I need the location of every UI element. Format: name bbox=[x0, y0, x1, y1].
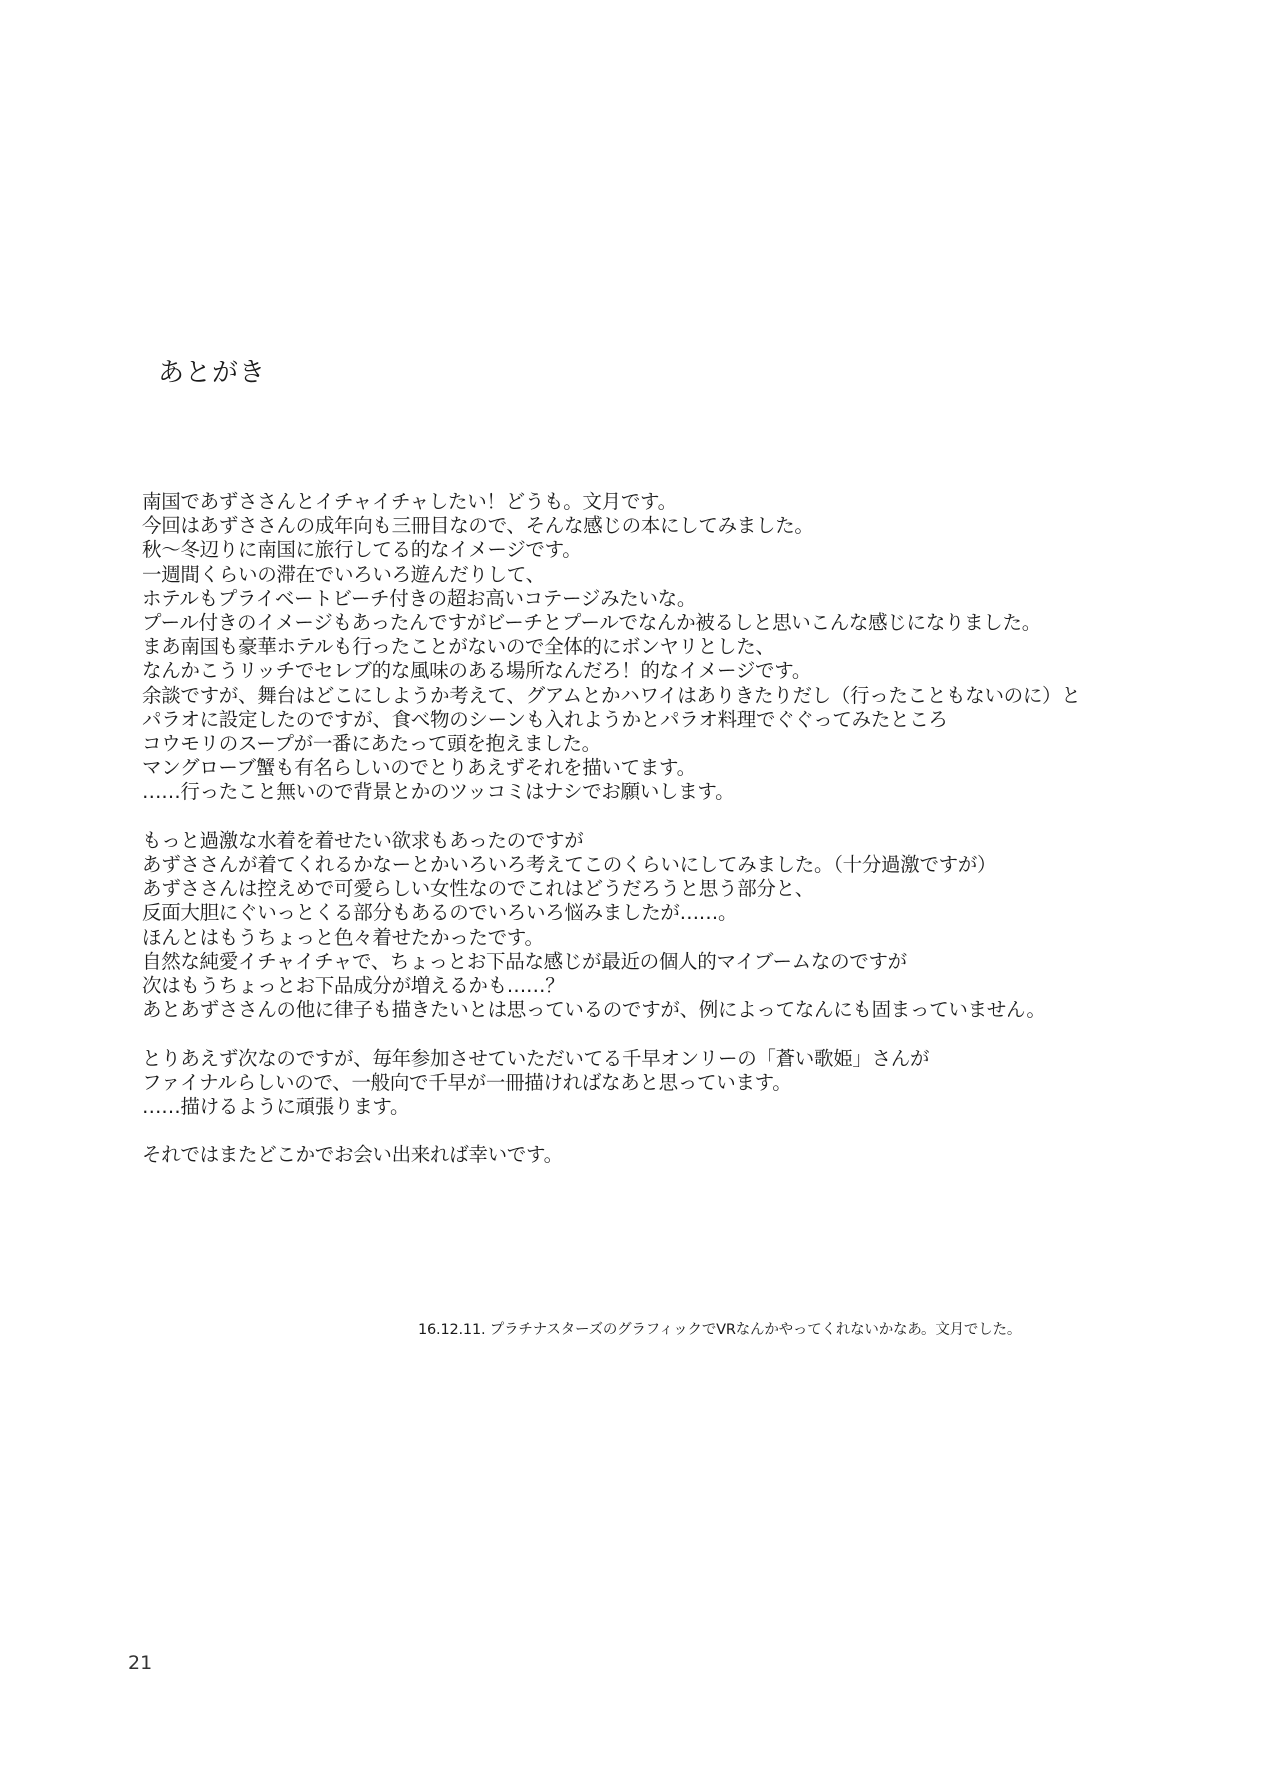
paragraph-3 bbox=[142, 1047, 1162, 1120]
text-line: パラオに設定したのですが、食べ物のシーンも入れようかとパラオ料理でぐぐってみたところ bbox=[142, 707, 948, 731]
text-line: ……描けるように頑張ります。 bbox=[142, 1095, 410, 1119]
paragraph-1 bbox=[142, 490, 1162, 805]
text-line: それではまたどこかでお会い出来れば幸いです。 bbox=[142, 1143, 563, 1167]
text-line: あとあずささんの他に律子も描きたいとは思っているのですが、例によってなんにも固まっていません。 bbox=[142, 998, 1046, 1022]
text-line: プール付きのイメージもあったんですがビーチとプールでなんか被るしと思いこんな感じになりました。 bbox=[142, 611, 1041, 635]
text-line: 秋〜冬辺りに南国に旅行してる的なイメージです。 bbox=[142, 538, 582, 562]
text-line: 自然な純愛イチャイチャで、ちょっとお下品な感じが最近の個人的マイブームなのですが bbox=[142, 949, 907, 973]
text-line: 次はもうちょっとお下品成分が増えるかも……？ bbox=[142, 974, 565, 998]
text-line: あずささんが着てくれるかなーとかいろいろ考えてこのくらいにしてみました。（十分過激ですが） bbox=[142, 853, 997, 877]
text-line: 余談ですが、舞台はどこにしようか考えて、グアムとかハワイはありきたりだし（行ったこともないのに）と bbox=[142, 683, 1081, 707]
text-line: 今回はあずささんの成年向も三冊目なので、そんな感じの本にしてみました。 bbox=[142, 514, 814, 538]
paragraph-2 bbox=[142, 829, 1162, 1023]
text-line: ほんとはもうちょっと色々着せたかったです。 bbox=[142, 925, 544, 949]
text-line: ……行ったこと無いので背景とかのツッコミはナシでお願いします。 bbox=[142, 780, 735, 804]
page-number: 21 bbox=[128, 1652, 153, 1674]
page-title: あとがき bbox=[158, 358, 267, 388]
afterword-body bbox=[142, 490, 1162, 1192]
text-line: コウモリのスープが一番にあたって頭を抱えました。 bbox=[142, 732, 601, 756]
text-line: なんかこうリッチでセレブ的な風味のある場所なんだろ！的なイメージです。 bbox=[142, 659, 812, 683]
text-line: まあ南国も豪華ホテルも行ったことがないので全体的にボンヤリとした、 bbox=[142, 635, 775, 659]
text-line: マングローブ蟹も有名らしいのでとりあえずそれを描いてます。 bbox=[142, 756, 696, 780]
paragraph-4 bbox=[142, 1143, 1162, 1167]
text-line: 一週間くらいの滞在でいろいろ遊んだりして、 bbox=[142, 562, 545, 586]
text-line: ファイナルらしいので、一般向で千早が一冊描ければなあと思っています。 bbox=[142, 1070, 792, 1094]
text-line: ホテルもプライベートビーチ付きの超お高いコテージみたいな。 bbox=[142, 586, 697, 610]
text-line: 南国であずささんとイチャイチャしたい！どうも。文月です。 bbox=[142, 490, 677, 513]
text-line: 反面大胆にぐいっとくる部分もあるのでいろいろ悩みましたが……。 bbox=[142, 901, 738, 925]
signature-line: 16.12.11. プラチナスターズのグラフィックでVRなんかやってくれないかなあ。文月でした。 bbox=[418, 1322, 1022, 1338]
text-line: とりあえず次なのですが、毎年参加させていただいてる千早オンリーの「蒼い歌姫」さんが bbox=[142, 1046, 930, 1070]
text-line: もっと過激な水着を着せたい欲求もあったのですが bbox=[142, 828, 584, 852]
text-line: あずささんは控えめで可愛らしい女性なのでこれはどうだろうと思う部分と、 bbox=[142, 877, 815, 901]
